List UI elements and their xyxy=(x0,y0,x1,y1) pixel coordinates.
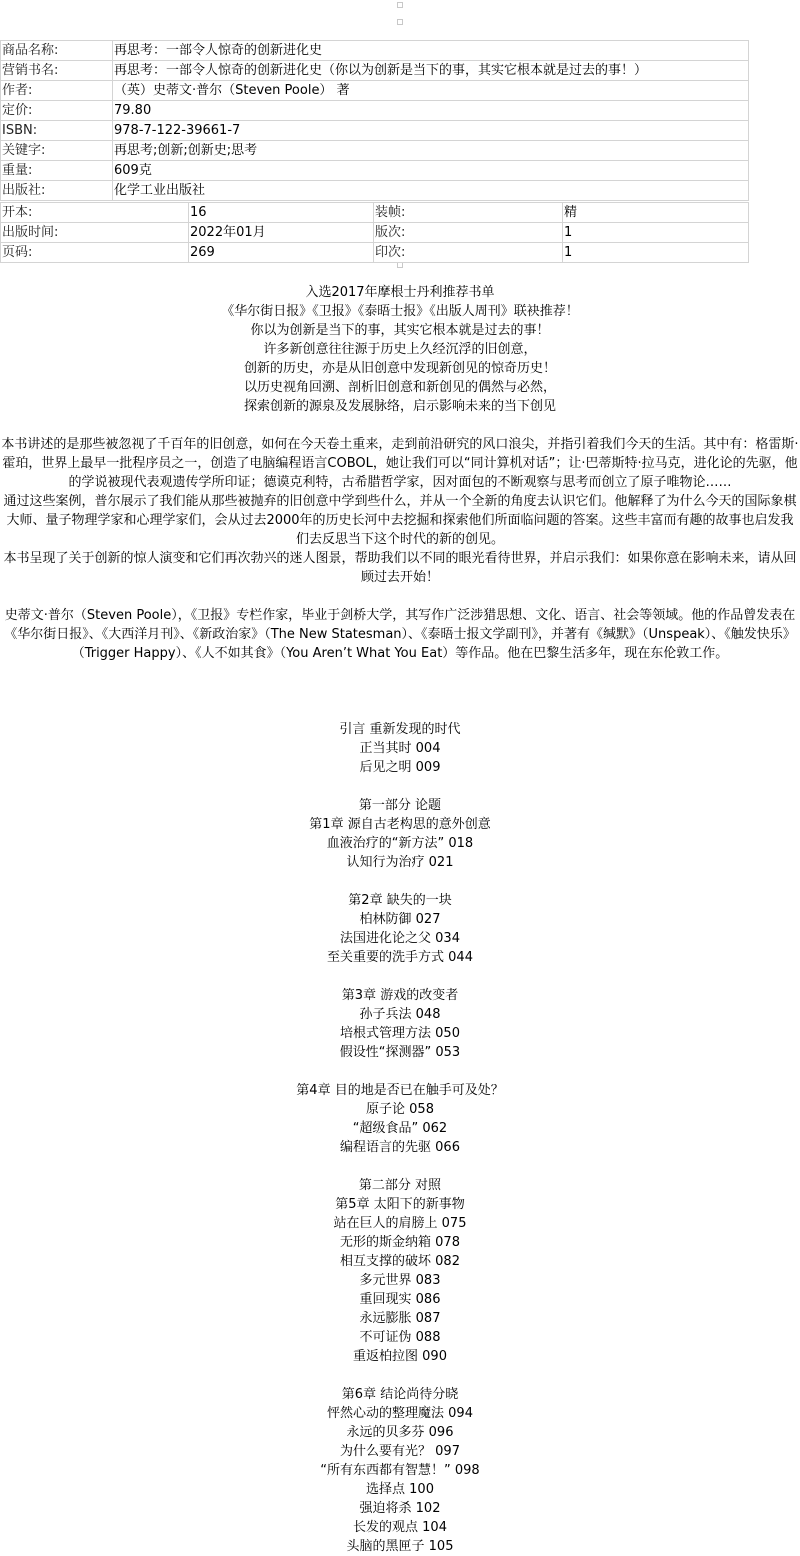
toc-entry: 无形的斯金纳箱 078 xyxy=(340,1235,460,1250)
toc-entry: 编程语言的先驱 066 xyxy=(340,1140,460,1155)
info-label: 印次: xyxy=(374,243,563,263)
info-label: 出版时间: xyxy=(1,223,189,243)
toc-entry: 站在巨人的肩膀上 075 xyxy=(333,1216,467,1231)
toc-entry: 后见之明 009 xyxy=(359,760,441,775)
info-label: 作者: xyxy=(1,81,113,101)
description-paragraph-1: 本书讲述的是那些被忽视了千百年的旧创意，如何在今天卷土重来，走到前沿研究的风口浪尖，并指引着我们今天的生活。其中有：格雷斯·霍珀，世界上最早一批程序员之一，创造了电脑编程语言COBOL，她让我们可以“同计算机对话”；让·巴蒂斯特·拉马克，进化论的先驱，他的学说被现代表观遗传学所印证；德谟克利特，古希腊哲学家，因对面包的不断观察与思考而创立了原子唯物论…… xyxy=(1,437,799,490)
toc-entry: 相互支撑的破坏 082 xyxy=(340,1254,460,1269)
toc-entry: 长发的观点 104 xyxy=(353,1520,447,1535)
toc-entry: 血液治疗的“新方法” 018 xyxy=(326,836,474,851)
info-value: 1 xyxy=(563,223,749,243)
toc-entry: 第二部分 对照 xyxy=(358,1178,442,1193)
resize-handle-top[interactable] xyxy=(397,2,403,8)
info-value: 化学工业出版社 xyxy=(113,181,749,201)
info-label: 版次: xyxy=(374,223,563,243)
info-value: 再思考：一部令人惊奇的创新进化史（你以为创新是当下的事，其实它根本就是过去的事！） xyxy=(113,61,749,81)
toc-entry: 为什么要有光？ 097 xyxy=(340,1444,460,1459)
toc-spacer xyxy=(0,1366,800,1385)
info-row xyxy=(1,41,749,61)
toc-entry: 头脑的黑匣子 105 xyxy=(346,1539,454,1554)
info-value: 1 xyxy=(563,243,749,263)
publication-row xyxy=(1,223,749,243)
toc-entry: 法国进化论之父 034 xyxy=(340,931,460,946)
toc-entry: “所有东西都有智慧！” 098 xyxy=(320,1463,480,1478)
promo-line: 探索创新的源泉及发展脉络，启示影响未来的当下创见 xyxy=(243,399,556,414)
info-value: 精 xyxy=(563,203,749,223)
description-paragraph-3: 本书呈现了关于创新的惊人演变和它们再次勃兴的迷人图景，帮助我们以不同的眼光看待世界，并启示我们：如果你意在影响未来，请从回顾过去开始！ xyxy=(3,551,797,585)
info-value: 609克 xyxy=(113,161,749,181)
toc-entry: 正当其时 004 xyxy=(359,741,441,756)
info-label: 关键字: xyxy=(1,141,113,161)
info-row xyxy=(1,141,749,161)
info-label: ISBN: xyxy=(1,121,113,141)
info-label: 页码: xyxy=(1,243,189,263)
info-row xyxy=(1,81,749,101)
toc-spacer xyxy=(0,777,800,796)
product-info-table xyxy=(0,40,749,201)
toc-entry: 第6章 结论尚待分晓 xyxy=(341,1387,459,1402)
toc-entry: 认知行为治疗 021 xyxy=(346,855,454,870)
info-label: 装帧: xyxy=(374,203,563,223)
info-value: 978-7-122-39661-7 xyxy=(113,121,749,141)
info-value: （英）史蒂文·普尔（Steven Poole） 著 xyxy=(113,81,749,101)
toc-entry: 第5章 太阳下的新事物 xyxy=(335,1197,465,1212)
info-value: 79.80 xyxy=(113,101,749,121)
toc-entry: 第一部分 论题 xyxy=(358,798,442,813)
publication-row xyxy=(1,243,749,263)
resize-handle-top-2[interactable] xyxy=(397,19,403,25)
info-label: 定价: xyxy=(1,101,113,121)
toc-spacer xyxy=(0,1062,800,1081)
info-row xyxy=(1,181,749,201)
publication-info-table xyxy=(0,202,749,263)
toc-entry: 不可证伪 088 xyxy=(359,1330,441,1345)
toc-entry: 永远膨胀 087 xyxy=(359,1311,441,1326)
info-value: 269 xyxy=(189,243,374,263)
toc-entry: 第1章 源自古老构思的意外创意 xyxy=(309,817,491,832)
toc-entry: 假设性“探测器” 053 xyxy=(339,1045,461,1060)
info-row xyxy=(1,101,749,121)
description-section xyxy=(0,435,800,663)
info-row xyxy=(1,61,749,81)
toc-entry: 原子论 058 xyxy=(366,1102,434,1117)
toc-entry: 第3章 游戏的改变者 xyxy=(341,988,459,1003)
toc-entry: 培根式管理方法 050 xyxy=(340,1026,460,1041)
info-value: 2022年01月 xyxy=(189,223,374,243)
toc-spacer xyxy=(0,872,800,891)
promo-line: 以历史视角回溯、剖析旧创意和新创见的偶然与必然， xyxy=(243,380,556,395)
toc-spacer xyxy=(0,1157,800,1176)
toc-spacer xyxy=(0,967,800,986)
toc-entry: 怦然心动的整理魔法 094 xyxy=(327,1406,473,1421)
info-value: 再思考;创新;创新史;思考 xyxy=(113,141,749,161)
toc-entry: 强迫将杀 102 xyxy=(359,1501,441,1516)
promo-line: 《华尔街日报》《卫报》《泰晤士报》《出版人周刊》联袂推荐！ xyxy=(221,304,579,319)
description-paragraph-2: 通过这些案例，普尔展示了我们能从那些被抛弃的旧创意中学到些什么，并从一个全新的角度去认识它们。他解释了为什么今天的国际象棋大师、量子物理学家和心理学家们，会从过去2000年的历史长河中去挖掘和探索他们所面临问题的答案。这些丰富而有趣的故事也启发我们去反思当下这个时代的新的创见。 xyxy=(3,494,797,547)
toc-entry: “超级食品” 062 xyxy=(352,1121,448,1136)
toc-entry: 重返柏拉图 090 xyxy=(353,1349,447,1364)
info-row xyxy=(1,121,749,141)
toc-entry: 第4章 目的地是否已在触手可及处？ xyxy=(296,1083,504,1098)
toc-entry: 重回现实 086 xyxy=(359,1292,441,1307)
table-of-contents xyxy=(0,720,800,1556)
toc-entry: 永远的贝多芬 096 xyxy=(346,1425,454,1440)
promo-line: 许多新创意往往源于历史上久经沉浮的旧创意， xyxy=(263,342,537,357)
info-row xyxy=(1,161,749,181)
info-value: 16 xyxy=(189,203,374,223)
info-label: 商品名称: xyxy=(1,41,113,61)
toc-entry: 多元世界 083 xyxy=(359,1273,441,1288)
promo-line: 创新的历史，亦是从旧创意中发现新创见的惊奇历史！ xyxy=(243,361,556,376)
promo-line: 入选2017年摩根士丹利推荐书单 xyxy=(305,285,495,300)
publication-row xyxy=(1,203,749,223)
toc-entry: 孙子兵法 048 xyxy=(359,1007,441,1022)
promo-section xyxy=(0,283,800,416)
info-value: 再思考：一部令人惊奇的创新进化史 xyxy=(113,41,749,61)
toc-entry: 选择点 100 xyxy=(366,1482,434,1497)
info-label: 营销书名: xyxy=(1,61,113,81)
info-label: 开本: xyxy=(1,203,189,223)
toc-entry: 引言 重新发现的时代 xyxy=(339,722,461,737)
toc-entry: 至关重要的洗手方式 044 xyxy=(327,950,473,965)
toc-entry: 第2章 缺失的一块 xyxy=(348,893,452,908)
author-bio: 史蒂文·普尔（Steven Poole），《卫报》专栏作家，毕业于剑桥大学，其写作广泛涉猎思想、文化、语言、社会等领域。他的作品曾发表在《华尔街日报》、《大西洋月刊》、《新政治家》（The New Statesman）、《泰晤士报文学副刊》，并著有《缄默》（Unspeak）、《触发快乐》（Trigger Happy）、《人不如其食》（You Aren’t What You Eat）等作品。他在巴黎生活多年，现在东伦敦工作。 xyxy=(4,608,796,661)
info-label: 重量: xyxy=(1,161,113,181)
toc-entry: 柏林防御 027 xyxy=(359,912,441,927)
promo-line: 你以为创新是当下的事，其实它根本就是过去的事！ xyxy=(250,323,550,338)
info-label: 出版社: xyxy=(1,181,113,201)
